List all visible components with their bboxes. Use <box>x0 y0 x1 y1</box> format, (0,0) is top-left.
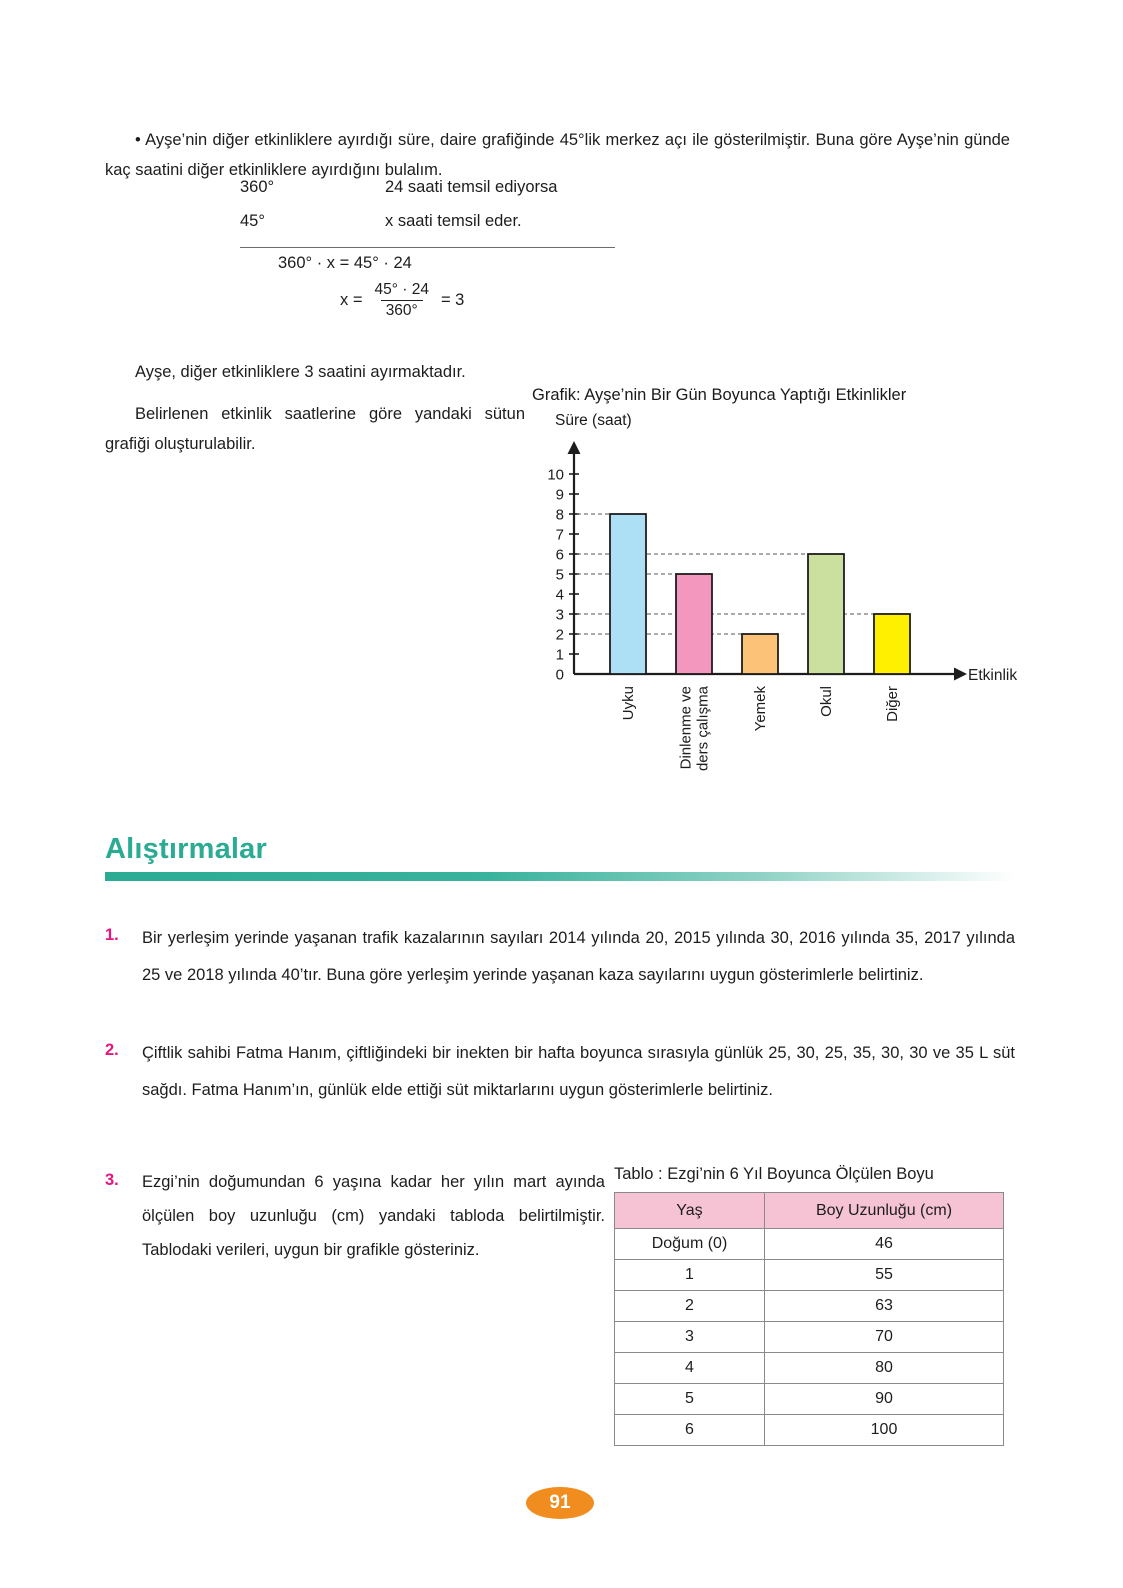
proportion-row1-left: 360° <box>240 178 275 196</box>
table-header-age: Yaş <box>615 1193 765 1229</box>
table-header-row <box>615 1193 1004 1229</box>
chart-y-tick-label: 10 <box>547 466 564 484</box>
chart-bar <box>874 614 910 674</box>
intro-paragraph: • Ayşe’nin diğer etkinliklere ayırdığı süre, daire grafiğinde 45°lik merkez açı ile gösterilmiştir. Buna göre Ayşe’nin günde kaç saatini diğer etkinliklere ayırdığını bulalım. <box>105 130 1010 179</box>
exercise-1-text: Bir yerleşim yerinde yaşanan trafik kazalarının sayıları 2014 yılında 20, 2015 yılında 30, 2016 yılında 35, 2017 yılında 25 ve 2018 yılında 40’tır. Buna göre yerleşim yerinde yaşanan kaza sayılarını uygun gösterimlerle belirtiniz. <box>142 929 1015 984</box>
exercise-3-number: 3. <box>105 1171 119 1189</box>
exercise-2-number: 2. <box>105 1041 119 1059</box>
table-row <box>615 1415 1004 1446</box>
chart-category-label: Yemek <box>752 686 769 732</box>
chart-y-tick-label: 6 <box>555 546 564 564</box>
chart-bar <box>808 554 844 674</box>
exercise-3-text: Ezgi’nin doğumundan 6 yaşına kadar her yılın mart ayında ölçülen boy uzunluğu (cm) yandaki tabloda belirtilmiştir. Tablodaki verileri, uygun bir grafikle gösteriniz. <box>142 1173 605 1259</box>
exercise-item-2 <box>105 1035 1015 1109</box>
exercise-item-3 <box>105 1165 605 1267</box>
exercise-2-text: Çiftlik sahibi Fatma Hanım, çiftliğindeki bir inekten bir hafta boyunca sırasıyla günlük 25, 30, 25, 35, 30, 30 ve 35 L süt sağdı. Fatma Hanım’ın, günlük elde ettiği süt miktarlarını uygun gösterimlerle belirtiniz. <box>142 1044 1015 1099</box>
chart-y-tick-label: 8 <box>555 506 564 524</box>
chart-intro-sentence: Belirlenen etkinlik saatlerine göre yandaki sütun grafiği oluşturulabilir. <box>105 404 525 453</box>
chart-category-label: ders çalışma <box>694 686 712 772</box>
table-cell-age: 1 <box>615 1260 765 1291</box>
proportion-row-2 <box>240 212 660 246</box>
table-header-height: Boy Uzunluğu (cm) <box>765 1193 1004 1229</box>
chart-y-tick-label: 9 <box>555 486 564 504</box>
solution-sentence: Ayşe, diğer etkinliklere 3 saatini ayırmaktadır. <box>135 362 466 381</box>
table-row <box>615 1229 1004 1260</box>
chart-y-tick-label: 4 <box>555 586 564 604</box>
solve-suffix: = 3 <box>440 290 465 309</box>
table-cell-height: 100 <box>765 1415 1004 1446</box>
table-row <box>615 1322 1004 1353</box>
chart-y-tick-label: 3 <box>555 606 564 624</box>
chart-bar <box>610 514 646 674</box>
table-row <box>615 1353 1004 1384</box>
chart-y-tick-label: 0 <box>555 666 564 684</box>
chart-bar <box>742 634 778 674</box>
chart-x-axis-label: Etkinlik <box>968 667 1018 684</box>
chart-category-label: Okul <box>818 686 835 717</box>
table-cell-age: 3 <box>615 1322 765 1353</box>
bar-chart <box>528 386 1018 806</box>
table-cell-height: 63 <box>765 1291 1004 1322</box>
exercises-heading: Alıştırmalar <box>105 833 267 865</box>
table-cell-age: Doğum (0) <box>615 1229 765 1260</box>
page-number-badge <box>526 1487 594 1519</box>
table-row <box>615 1291 1004 1322</box>
chart-y-tick-label: 2 <box>555 626 564 644</box>
table-body <box>615 1229 1004 1446</box>
exercise-item-1 <box>105 920 1015 994</box>
cross-multiplication: 360° · x = 45° · 24 <box>278 254 412 272</box>
solve-prefix: x = <box>340 290 363 309</box>
table-row <box>615 1384 1004 1415</box>
exercise-1-number: 1. <box>105 926 119 944</box>
exercises-section-header <box>105 833 1015 881</box>
fraction <box>369 281 433 320</box>
chart-category-label: Dinlenme ve <box>677 686 695 770</box>
exercises-gradient-rule <box>105 872 1015 881</box>
proportion-row2-left: 45° <box>240 212 265 230</box>
chart-title: Grafik: Ayşe’nin Bir Gün Boyunca Yaptığı Etkinlikler <box>532 386 907 404</box>
proportion-row-1 <box>240 178 660 212</box>
table-cell-height: 46 <box>765 1229 1004 1260</box>
chart-y-tick-label: 1 <box>555 646 564 664</box>
chart-category-label: Diğer <box>884 686 901 722</box>
table-cell-height: 90 <box>765 1384 1004 1415</box>
table-row <box>615 1260 1004 1291</box>
proportion-row2-right: x saati temsil eder. <box>385 212 522 230</box>
table-cell-height: 70 <box>765 1322 1004 1353</box>
fraction-solution <box>340 281 660 320</box>
table-caption: Tablo : Ezgi’nin 6 Yıl Boyunca Ölçülen Boyu <box>614 1165 934 1183</box>
table-cell-height: 80 <box>765 1353 1004 1384</box>
table-cell-age: 6 <box>615 1415 765 1446</box>
proportion-row1-right: 24 saati temsil ediyorsa <box>385 178 558 196</box>
table-cell-age: 5 <box>615 1384 765 1415</box>
page-number: 91 <box>549 1492 571 1513</box>
chart-y-tick-label: 5 <box>555 566 564 584</box>
chart-bar <box>676 574 712 674</box>
height-table-block <box>614 1165 1004 1446</box>
proportion-divider <box>240 247 615 248</box>
chart-y-tick-label: 7 <box>555 526 564 544</box>
table-cell-height: 55 <box>765 1260 1004 1291</box>
table-cell-age: 2 <box>615 1291 765 1322</box>
fraction-denominator: 360° <box>381 300 423 320</box>
proportion-calculation <box>240 178 660 320</box>
chart-category-label: Uyku <box>620 686 637 721</box>
chart-y-axis-label: Süre (saat) <box>555 412 632 429</box>
fraction-numerator: 45° · 24 <box>374 281 429 298</box>
height-table <box>614 1192 1004 1446</box>
chart-plot-area <box>528 434 1018 804</box>
table-cell-age: 4 <box>615 1353 765 1384</box>
